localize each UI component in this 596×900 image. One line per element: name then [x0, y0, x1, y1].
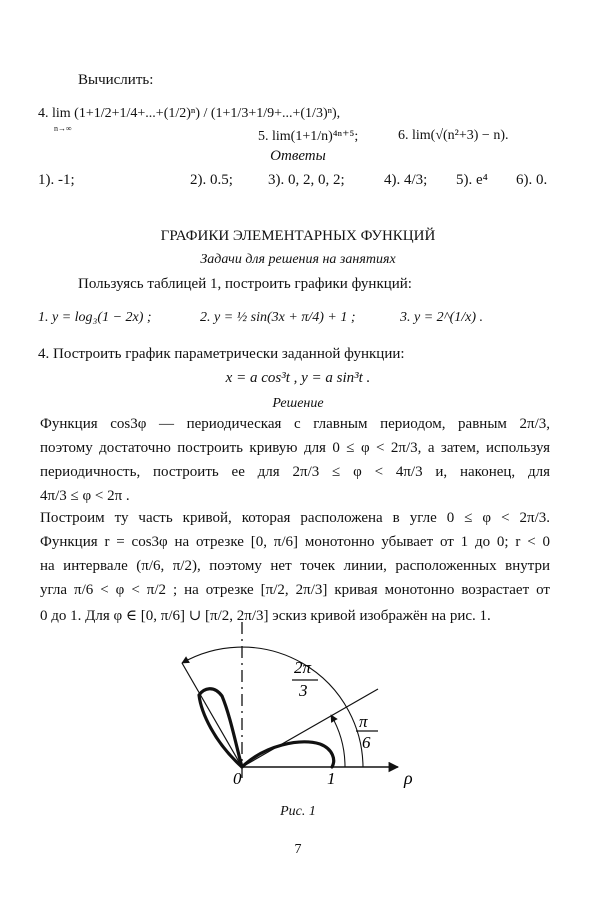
answer-4: 4). 4/3; — [384, 172, 428, 188]
ray-pi-6 — [242, 689, 378, 767]
answer-5: 5). e⁴ — [456, 172, 488, 188]
figure-caption: Рис. 1 — [280, 804, 316, 819]
label-2pi: 2π — [294, 658, 312, 677]
solution-p2-line-4: угла π/6 < φ < π/2 ; на отрезке [π/2, 2π/3] кривая монотонно возрастает от — [40, 582, 550, 598]
answer-2: 2). 0.5; — [190, 172, 233, 188]
answers-heading: Ответы — [270, 148, 326, 164]
label-3: 3 — [299, 681, 308, 700]
label-pi: π — [359, 712, 368, 731]
answer-1: 1). -1; — [38, 172, 75, 188]
function-2: 2. y = ½ sin(3x + π/4) + 1 ; — [200, 310, 356, 325]
exercise-item-5: 5. lim(1+1/n)⁴ⁿ⁺⁵; — [258, 129, 359, 144]
solution-p1-line-2: поэтому достаточно построить кривую для 0 ≤ φ < 2π/3, а затем, используя — [40, 440, 550, 456]
section-subtitle: Задачи для решения на занятиях — [200, 252, 396, 267]
label-axis-rho: ρ — [404, 768, 413, 788]
function-1: 1. y = log₃(1 − 2x) ; — [38, 310, 152, 325]
solution-heading: Решение — [272, 396, 324, 411]
task-4: 4. Построить график параметрически заданной функции: — [38, 346, 405, 362]
exercise-item-4-text: 4. lim (1+1/2+1/4+...+(1/2)ⁿ) / (1+1/3+1/9+...+(1/3)ⁿ), — [38, 106, 341, 121]
curve-lobe-first — [242, 742, 334, 767]
label-6: 6 — [362, 733, 371, 752]
page-number: 7 — [294, 842, 302, 857]
solution-p2-line-2: Функция r = cos3φ на отрезке [0, π/6] монотонно убывает от 1 до 0; r < 0 — [40, 534, 550, 550]
exercise-heading: Вычислить: — [78, 72, 154, 88]
answer-3: 3). 0, 2, 0, 2; — [268, 172, 345, 188]
solution-p2-line-1: Построим ту часть кривой, которая расположена в угле 0 ≤ φ < 2π/3. — [40, 510, 550, 526]
parametric-equation: x = a cos³t , y = a sin³t . — [225, 370, 371, 386]
section-intro: Пользуясь таблицей 1, построить графики функций: — [78, 276, 412, 292]
ray-2pi-3 — [182, 663, 242, 767]
solution-p1-line-3: периодичность, построить ее для 2π/3 ≤ φ < 4π/3 и, наконец, для — [40, 464, 550, 480]
solution-p2-line-3: на интервале (π/6, π/2), поэтому нет точек линии, расположенных внутри — [40, 558, 550, 574]
section-title: ГРАФИКИ ЭЛЕМЕНТАРНЫХ ФУНКЦИЙ — [160, 228, 436, 244]
function-3: 3. y = 2^(1/x) . — [400, 310, 483, 325]
limit-subscript: n→∞ — [54, 124, 72, 133]
answer-6: 6). 0. — [516, 172, 548, 188]
solution-p1-line-4: 4π/3 ≤ φ < 2π . — [40, 488, 130, 504]
solution-p1-line-1: Функция cos3φ — периодическая с главным периодом, равным 2π/3, — [40, 416, 550, 432]
exercise-item-6: 6. lim(√(n²+3) − n). — [398, 128, 509, 143]
solution-p2-line-5: 0 до 1. Для φ ∈ [0, π/6] ∪ [π/2, 2π/3] эскиз кривой изображён на рис. 1. — [40, 608, 491, 624]
label-one: 1 — [327, 769, 336, 788]
label-origin: 0 — [233, 769, 242, 788]
